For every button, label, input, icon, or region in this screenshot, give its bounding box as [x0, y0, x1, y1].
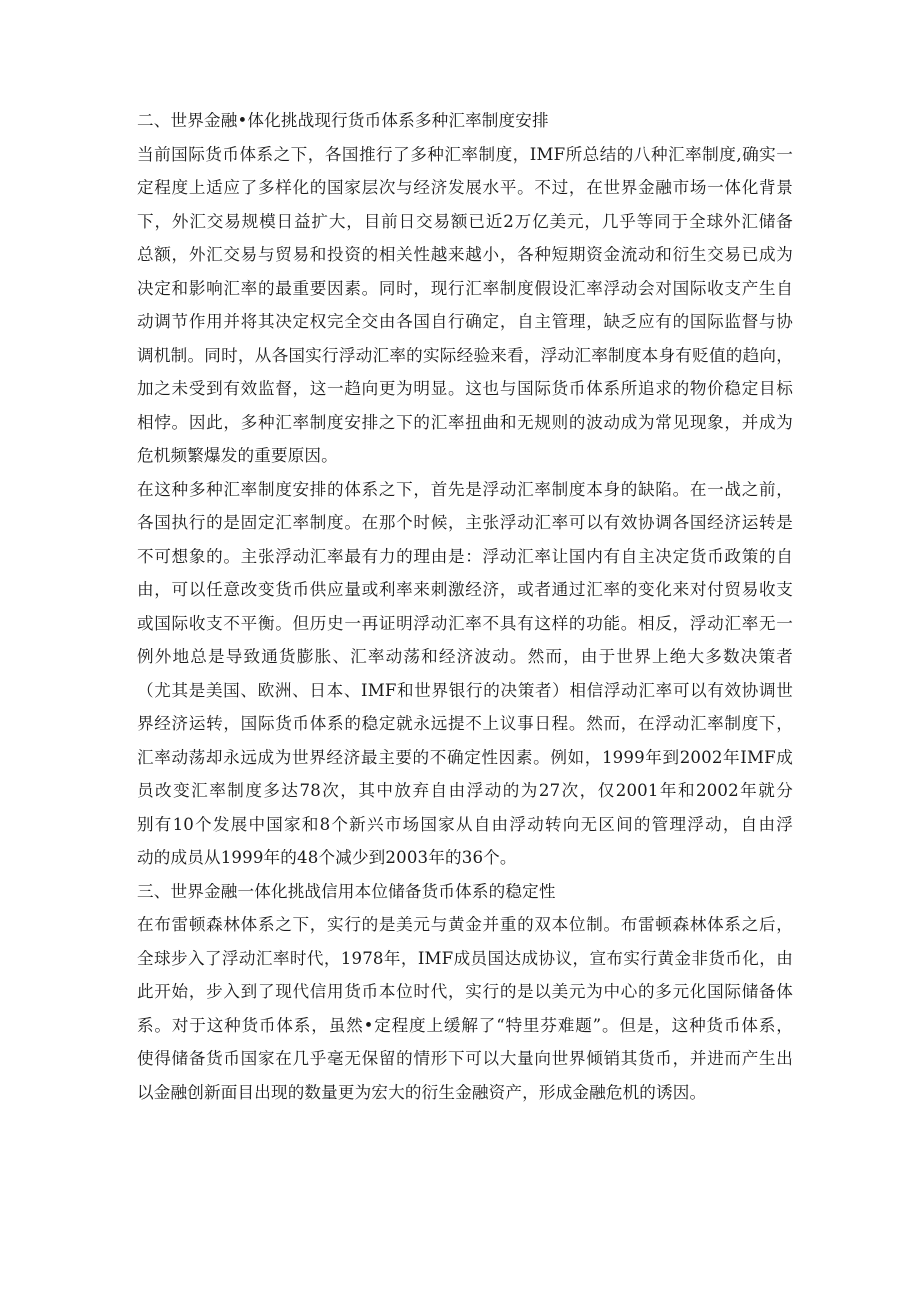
text-line: 此开始，步入到了现代信用货币本位时代，实行的是以美元为中心的多元化国际储备体 [137, 982, 793, 1001]
text-line: 别有10个发展中国家和8个新兴市场国家从自由浮动转向无区间的管理浮动，自由浮 [137, 814, 793, 834]
text-line: 加之未受到有效监督，这一趋向更为明显。这也与国际货币体系所追求的物价稳定目标 [137, 379, 793, 398]
paragraph [137, 138, 793, 473]
text-line: 在布雷顿森林体系之下，实行的是美元与黄金并重的双本位制。布雷顿森林体系之后， [137, 915, 793, 934]
text-line: （尤其是美国、欧洲、日本、IMF和世界银行的决策者）相信浮动汇率可以有效协调世 [137, 680, 793, 700]
text-line: 调机制。同时，从各国实行浮动汇率的实际经验来看，浮动汇率制度本身有贬值的趋向， [137, 345, 793, 365]
text-line: 危机频繁爆发的重要原因。 [137, 446, 338, 465]
text-line: 相悖。因此，多种汇率制度安排之下的汇率扭曲和无规则的波动成为常见现象，并成为 [137, 412, 793, 432]
text-line: 全球步入了浮动汇率时代，1978年，IMF成员国达成协议，宣布实行黄金非货币化，由 [137, 948, 793, 968]
text-line: 或国际收支不平衡。但历史一再证明浮动汇率不具有这样的功能。相反，浮动汇率无一 [137, 613, 793, 633]
text-line: 界经济运转，国际货币体系的稳定就永远提不上议事日程。然而，在浮动汇率制度下， [137, 714, 793, 733]
text-line: 下，外汇交易规模日益扩大，目前日交易额已近2万亿美元，几乎等同于全球外汇储备 [137, 211, 793, 231]
text-line: 使得储备货币国家在几乎毫无保留的情形下可以大量向世界倾销其货币，并进而产生出 [137, 1049, 793, 1068]
text-line: 在这种多种汇率制度安排的体系之下，首先是浮动汇率制度本身的缺陷。在一战之前， [137, 479, 793, 499]
paragraph [137, 473, 793, 875]
section-heading: 二、世界金融•体化挑战现行货币体系多种汇率制度安排 [137, 111, 549, 130]
text-line: 定程度上适应了多样化的国家层次与经济发展水平。不过，在世界金融市场一体化背景 [137, 178, 793, 197]
text-line: 当前国际货币体系之下，各国推行了多种汇率制度，IMF所总结的八种汇率制度,确实一 [137, 144, 793, 164]
document-body [137, 104, 793, 1109]
text-line: 由，可以任意改变货币供应量或利率来刺激经济，或者通过汇率的变化来对付贸易收支 [137, 580, 793, 599]
text-line: 以金融创新面目出现的数量更为宏大的衍生金融资产，形成金融危机的诱因。 [137, 1082, 707, 1102]
text-line: 不可想象的。主张浮动汇率最有力的理由是：浮动汇率让国内有自主决定货币政策的自 [137, 546, 793, 566]
text-line: 动调节作用并将其决定权完全交由各国自行确定，自主管理，缺乏应有的国际监督与协 [137, 312, 793, 331]
text-line: 系。对于这种货币体系，虽然•定程度上缓解了“特里芬难题”。但是，这种货币体系， [137, 1015, 793, 1035]
text-line: 例外地总是导致通货膨胀、汇率动荡和经济波动。然而，由于世界上绝大多数决策者 [137, 647, 793, 666]
text-line: 决定和影响汇率的最重要因素。同时，现行汇率制度假设汇率浮动会对国际收支产生自 [137, 278, 793, 298]
text-line: 动的成员从1999年的48个减少到2003年的36个。 [137, 848, 517, 867]
text-line: 员改变汇率制度多达78次，其中放弃自由浮动的为27次，仅2001年和2002年就分 [137, 781, 793, 800]
text-line: 各国执行的是固定汇率制度。在那个时候，主张浮动汇率可以有效协调各国经济运转是 [137, 513, 793, 532]
section-heading: 三、世界金融一体化挑战信用本位储备货币体系的稳定性 [137, 881, 556, 901]
paragraph [137, 908, 793, 1109]
text-line: 总额，外汇交易与贸易和投资的相关性越来越小，各种短期资金流动和衍生交易已成为 [137, 245, 793, 264]
text-line: 汇率动荡却永远成为世界经济最主要的不确定性因素。例如，1999年到2002年IMF成 [137, 747, 793, 767]
